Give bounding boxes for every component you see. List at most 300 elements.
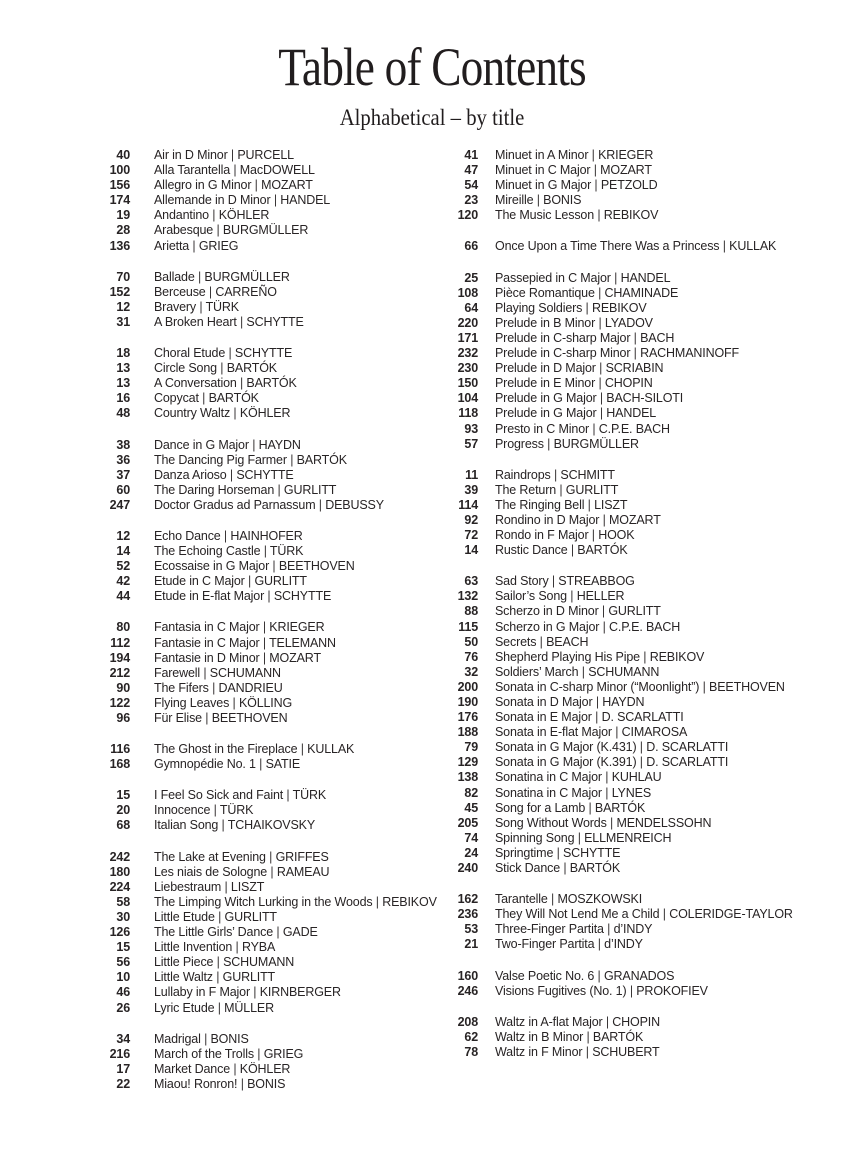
composer-name: ELLMENREICH <box>584 830 672 845</box>
composer-name: CHAMINADE <box>604 285 679 300</box>
piece-title: Allegro in G Minor <box>154 178 252 193</box>
title-composer-divider: | <box>216 361 227 376</box>
piece-title: Sad Story <box>495 574 549 589</box>
composer-name: BEETHOVEN <box>278 559 355 574</box>
toc-group <box>70 1032 440 1092</box>
toc-entry <box>418 331 864 346</box>
toc-entry <box>70 498 440 513</box>
page-number: 53 <box>464 922 478 937</box>
toc-entry <box>418 301 864 316</box>
piece-title: A Broken Heart <box>154 314 237 329</box>
title-composer-divider: | <box>547 892 558 907</box>
title-composer-divider: | <box>590 163 601 178</box>
page-number: 22 <box>116 1076 130 1091</box>
composer-name: BARTÓK <box>594 800 646 815</box>
piece-title: Prelude in C-sharp Minor <box>495 346 631 361</box>
toc-entry <box>418 620 864 635</box>
page-number: 16 <box>116 391 130 406</box>
toc-column-left <box>70 148 440 1092</box>
piece-title: Valse Poetic No. 6 <box>495 968 595 983</box>
page-number: 126 <box>109 925 130 940</box>
composer-name: MOZART <box>600 163 652 178</box>
toc-entry <box>418 208 864 223</box>
page-number: 188 <box>457 725 478 740</box>
title-composer-divider: | <box>591 178 601 193</box>
title-composer-divider: | <box>229 695 239 710</box>
toc-entry <box>70 1047 440 1062</box>
composer-name: SCHYTTE <box>236 467 294 482</box>
toc-entry <box>418 710 864 725</box>
title-composer-divider: | <box>560 861 570 876</box>
piece-title: A Conversation <box>154 376 237 391</box>
toc-entry <box>418 406 864 421</box>
toc-entry <box>418 725 864 740</box>
composer-name: BONIS <box>543 193 582 208</box>
piece-title: Sonatina in C Major <box>495 785 602 800</box>
title-composer-divider: | <box>255 757 266 772</box>
title-composer-divider: | <box>606 815 617 830</box>
piece-title: Sonata in D Major <box>495 695 593 709</box>
toc-entry <box>70 223 440 238</box>
page-number: 76 <box>464 649 478 664</box>
toc-entry <box>418 604 864 619</box>
composer-name: MacDOWELL <box>239 163 315 178</box>
piece-title: Visions Fugitives (No. 1) <box>495 983 627 998</box>
piece-title: The Daring Horseman <box>154 482 275 497</box>
title-composer-divider: | <box>636 740 647 755</box>
toc-entry <box>418 650 864 665</box>
title-composer-divider: | <box>630 330 641 345</box>
composer-name: GURLITT <box>224 909 277 924</box>
piece-title: Waltz in B Minor <box>495 1029 584 1044</box>
piece-title: Springtime <box>495 845 554 860</box>
page-number: 64 <box>464 300 478 315</box>
page-number: 28 <box>116 223 130 238</box>
piece-title: Sonata in C-sharp Minor (“Moonlight”) <box>495 679 700 694</box>
title-composer-divider: | <box>639 649 650 664</box>
toc-group <box>70 270 440 330</box>
page-number: 10 <box>116 970 130 985</box>
title-composer-divider: | <box>244 574 255 589</box>
page-number: 25 <box>464 270 478 285</box>
toc-entry <box>418 589 864 604</box>
toc-entry <box>418 483 864 498</box>
toc-group <box>418 969 864 999</box>
toc-entry <box>418 786 864 801</box>
piece-title: Prelude in E Minor <box>495 376 596 391</box>
composer-name: LISZT <box>230 879 265 894</box>
toc-entry <box>70 865 440 880</box>
title-composer-divider: | <box>251 178 262 193</box>
toc-group <box>70 529 440 604</box>
toc-entry <box>70 193 440 208</box>
piece-title: Little Piece <box>154 955 214 970</box>
page-number: 23 <box>464 193 478 208</box>
toc-entry <box>70 788 440 803</box>
title-composer-divider: | <box>548 574 559 589</box>
page-number: 208 <box>457 1014 478 1029</box>
piece-title: Für Elise <box>154 711 202 725</box>
composer-name: SCHMITT <box>560 467 615 482</box>
page-number: 78 <box>464 1044 478 1059</box>
toc-group <box>70 850 440 1016</box>
page-number: 12 <box>116 299 130 314</box>
toc-entry <box>70 895 440 910</box>
piece-title: Fantasie in C Major <box>154 635 260 650</box>
title-composer-divider: | <box>550 467 561 482</box>
title-composer-divider: | <box>595 361 606 376</box>
title-composer-divider: | <box>208 680 219 695</box>
toc-entry <box>418 665 864 680</box>
page-number: 14 <box>116 544 130 559</box>
composer-name: REBIKOV <box>649 649 705 664</box>
toc-entry <box>418 361 864 376</box>
piece-title: Secrets <box>495 634 537 649</box>
title-composer-divider: | <box>227 148 238 162</box>
composer-name: MOZART <box>269 650 321 665</box>
title-composer-divider: | <box>208 208 219 223</box>
page-number: 205 <box>457 815 478 830</box>
piece-title: Prelude in B Minor <box>495 315 596 330</box>
page-number: 13 <box>116 376 130 391</box>
piece-title: Miaou! Ronron! <box>154 1076 238 1091</box>
composer-name: BONIS <box>247 1076 286 1091</box>
composer-name: MOZART <box>609 512 661 527</box>
composer-name: KÖHLER <box>239 1061 291 1076</box>
page-number: 66 <box>464 239 478 254</box>
toc-entry <box>70 178 440 193</box>
piece-title: Bravery <box>154 299 197 314</box>
toc-entry <box>70 468 440 483</box>
piece-title: Presto in C Minor <box>495 421 590 436</box>
toc-entry <box>418 148 864 163</box>
toc-entry <box>70 589 440 604</box>
piece-title: Rustic Dance <box>495 543 568 558</box>
page-number: 114 <box>458 497 478 512</box>
toc-entry <box>418 922 864 937</box>
composer-name: SCHYTTE <box>273 589 332 604</box>
composer-name: DEBUSSY <box>325 497 384 512</box>
toc-entry <box>418 801 864 816</box>
composer-name: DANDRIEU <box>218 680 283 695</box>
piece-title: Stick Dance <box>495 861 561 876</box>
title-composer-divider: | <box>248 437 259 452</box>
toc-entry <box>70 453 440 468</box>
piece-title: Rondino in D Major <box>495 512 600 527</box>
composer-name: CARREÑO <box>215 284 277 299</box>
title-composer-divider: | <box>595 315 605 330</box>
page-number: 138 <box>457 770 478 785</box>
composer-name: SCHUMANN <box>588 664 660 679</box>
title-composer-divider: | <box>591 710 602 725</box>
title-composer-divider: | <box>582 300 592 315</box>
composer-name: GURLITT <box>283 482 337 497</box>
toc-entry <box>70 270 440 285</box>
page-number: 11 <box>465 467 478 482</box>
toc-entry <box>70 163 440 178</box>
page-number: 160 <box>457 968 478 983</box>
toc-group <box>70 438 440 513</box>
page-number: 34 <box>116 1031 130 1046</box>
piece-title: Sonata in G Major (K.391) <box>495 755 637 770</box>
toc-group <box>418 271 864 452</box>
page-number: 120 <box>457 208 478 223</box>
title-composer-divider: | <box>599 512 610 527</box>
toc-group <box>418 148 864 223</box>
piece-title: Sonata in G Major (K.431) <box>495 740 637 755</box>
composer-name: SCHYTTE <box>563 845 621 860</box>
toc-entry <box>70 651 440 666</box>
title-composer-divider: | <box>626 983 637 998</box>
page-number: 150 <box>457 376 478 391</box>
title-composer-divider: | <box>601 785 612 800</box>
toc-group <box>70 788 440 833</box>
toc-entry <box>418 346 864 361</box>
toc-group <box>70 620 440 726</box>
toc-entry <box>70 483 440 498</box>
toc-entry <box>70 315 440 330</box>
title-composer-divider: | <box>267 864 277 879</box>
toc-entry <box>70 544 440 559</box>
page-number: 18 <box>116 346 130 361</box>
page-number: 48 <box>116 406 130 421</box>
title-composer-divider: | <box>264 589 274 604</box>
composer-name: HANDEL <box>280 193 331 208</box>
piece-title: Prelude in C-sharp Major <box>495 330 631 345</box>
page-number: 45 <box>464 800 478 815</box>
title-composer-divider: | <box>582 1044 593 1059</box>
toc-entry <box>70 880 440 895</box>
toc-entry <box>70 742 440 757</box>
page-number: 20 <box>116 803 130 818</box>
piece-title: They Will Not Lend Me a Child <box>495 907 660 922</box>
piece-title: Playing Soldiers <box>495 300 583 315</box>
composer-name: RYBA <box>241 940 276 955</box>
toc-entry <box>418 498 864 513</box>
title-composer-divider: | <box>213 223 223 238</box>
title-composer-divider: | <box>584 497 595 512</box>
page-number: 242 <box>109 849 130 864</box>
page-number: 100 <box>109 163 130 178</box>
title-composer-divider: | <box>210 803 220 818</box>
composer-name: BURGMÜLLER <box>204 269 290 284</box>
page-number: 212 <box>109 665 130 680</box>
toc-group <box>70 148 440 254</box>
title-composer-divider: | <box>274 482 284 497</box>
page-number: 240 <box>457 861 478 876</box>
piece-title: Arietta <box>154 238 190 253</box>
title-composer-divider: | <box>595 376 605 391</box>
title-composer-divider: | <box>283 788 293 803</box>
composer-name: REBIKOV <box>382 894 437 909</box>
composer-name: BARTÓK <box>226 361 277 376</box>
piece-title: Fantasie in D Minor <box>154 650 260 665</box>
page-number: 54 <box>464 178 478 193</box>
title-composer-divider: | <box>556 482 566 497</box>
piece-title: Minuet in A Minor <box>495 148 589 162</box>
title-composer-divider: | <box>273 925 283 940</box>
title-composer-divider: | <box>201 711 212 725</box>
piece-title: Scherzo in G Major <box>495 619 600 634</box>
page-number: 92 <box>464 512 478 527</box>
composer-name: D. SCARLATTI <box>646 740 729 755</box>
title-composer-divider: | <box>220 528 231 543</box>
page-number: 112 <box>110 635 130 650</box>
title-composer-divider: | <box>259 650 270 665</box>
page-number: 118 <box>458 406 478 421</box>
piece-title: Farewell <box>154 665 201 680</box>
title-composer-divider: | <box>225 346 235 361</box>
piece-title: Sonata in E-flat Major <box>495 725 612 740</box>
title-composer-divider: | <box>249 985 260 1000</box>
title-composer-divider: | <box>543 436 554 451</box>
toc-entry <box>418 239 864 254</box>
toc-entry <box>418 937 864 952</box>
composer-name: LISZT <box>594 497 628 512</box>
page-number: 68 <box>116 818 130 833</box>
piece-title: Two-Finger Partita <box>495 937 595 952</box>
toc-entry <box>418 528 864 543</box>
piece-title: The Lake at Evening <box>154 849 266 864</box>
page-number: 115 <box>458 619 478 634</box>
title-composer-divider: | <box>589 421 599 436</box>
piece-title: Arabesque <box>154 223 214 238</box>
piece-title: Minuet in C Major <box>495 163 591 178</box>
toc-entry <box>70 636 440 651</box>
toc-entry <box>418 984 864 999</box>
title-composer-divider: | <box>315 497 326 512</box>
toc-entry <box>70 925 440 940</box>
page-subtitle: Alphabetical – by title <box>339 105 525 130</box>
title-composer-divider: | <box>214 909 225 924</box>
page-number: 168 <box>109 757 130 772</box>
composer-name: LYNES <box>611 785 652 800</box>
page-number: 176 <box>457 710 478 725</box>
composer-name: REBIKOV <box>603 208 659 223</box>
page-number: 26 <box>116 1000 130 1015</box>
page-number: 116 <box>110 742 130 757</box>
toc-entry <box>70 208 440 223</box>
composer-name: SCRIABIN <box>605 361 664 376</box>
composer-name: PURCELL <box>237 148 294 162</box>
title-composer-divider: | <box>585 800 595 815</box>
page-number: 104 <box>457 391 478 406</box>
page-number: 194 <box>109 650 130 665</box>
toc-entry <box>70 666 440 681</box>
composer-name: KRIEGER <box>598 148 654 162</box>
composer-name: KÖHLER <box>239 406 291 421</box>
composer-name: KÖLLING <box>238 695 293 710</box>
piece-title: Shepherd Playing His Pipe <box>495 649 640 664</box>
toc-entry <box>70 985 440 1000</box>
page-number: 32 <box>464 664 478 679</box>
composer-name: SCHUBERT <box>592 1044 660 1059</box>
page-number: 56 <box>116 955 130 970</box>
page-number: 108 <box>457 285 478 300</box>
piece-title: Etude in E-flat Major <box>154 589 265 604</box>
page-number: 41 <box>464 148 478 162</box>
title-composer-divider: | <box>260 544 270 559</box>
toc-entry <box>70 1001 440 1016</box>
piece-title: Berceuse <box>154 284 206 299</box>
page-number: 93 <box>464 421 478 436</box>
toc-entry <box>418 316 864 331</box>
page-number: 90 <box>116 680 130 695</box>
composer-name: CIMAROSA <box>621 725 688 740</box>
composer-name: SCHUMANN <box>223 955 295 970</box>
composer-name: BEETHOVEN <box>709 679 785 694</box>
piece-title: Lullaby in F Major <box>154 985 250 1000</box>
title-composer-divider: | <box>194 269 205 284</box>
page-number: 14 <box>464 543 478 558</box>
toc-column-right <box>418 148 864 1060</box>
composer-name: KÖHLER <box>218 208 270 223</box>
page-number: 180 <box>109 864 130 879</box>
toc-group <box>418 892 864 952</box>
page-number: 70 <box>116 269 130 284</box>
toc-entry <box>70 620 440 635</box>
toc-entry <box>70 438 440 453</box>
piece-title: Minuet in G Major <box>495 178 592 193</box>
piece-title: Sailor’s Song <box>495 589 567 604</box>
page-header <box>0 38 864 131</box>
composer-name: COLERIDGE-TAYLOR <box>669 907 793 922</box>
piece-title: The Limping Witch Lurking in the Woods <box>154 894 373 909</box>
title-composer-divider: | <box>189 238 199 253</box>
piece-title: Andantino <box>154 208 209 223</box>
title-composer-divider: | <box>212 970 223 985</box>
page-number: 13 <box>116 361 130 376</box>
toc-entry <box>70 803 440 818</box>
composer-name: C.P.E. BACH <box>598 421 670 436</box>
piece-title: Little Waltz <box>154 970 213 985</box>
composer-name: TÜRK <box>205 299 239 314</box>
title-composer-divider: | <box>259 635 270 650</box>
composer-name: KULLAK <box>307 742 355 757</box>
page-number: 15 <box>116 788 130 803</box>
page-number: 246 <box>457 983 478 998</box>
piece-title: Choral Etude <box>154 346 226 361</box>
toc-group <box>70 742 440 772</box>
toc-entry <box>418 680 864 695</box>
composer-name: KULLAK <box>729 239 777 254</box>
piece-title: Passepied in C Major <box>495 270 611 285</box>
composer-name: SCHYTTE <box>234 346 293 361</box>
piece-title: Ballade <box>154 269 195 284</box>
page-number: 74 <box>464 830 478 845</box>
title-composer-divider: | <box>598 604 609 619</box>
toc-entry <box>418 271 864 286</box>
piece-title: Echo Dance <box>154 528 221 543</box>
page-number: 44 <box>116 589 130 604</box>
toc-entry <box>418 831 864 846</box>
toc-entry <box>70 681 440 696</box>
toc-entry <box>418 1015 864 1030</box>
toc-entry <box>70 285 440 300</box>
piece-title: Once Upon a Time There Was a Princess <box>495 239 720 254</box>
piece-title: Copycat <box>154 391 199 406</box>
composer-name: BARTÓK <box>246 376 297 391</box>
composer-name: GADE <box>282 925 318 940</box>
toc-entry <box>418 391 864 406</box>
page-number: 30 <box>116 909 130 924</box>
title-composer-divider: | <box>236 376 247 391</box>
toc-entry <box>418 193 864 208</box>
title-composer-divider: | <box>596 391 607 406</box>
toc-entry <box>418 422 864 437</box>
piece-title: Scherzo in D Minor <box>495 604 599 619</box>
page-number: 152 <box>109 284 130 299</box>
